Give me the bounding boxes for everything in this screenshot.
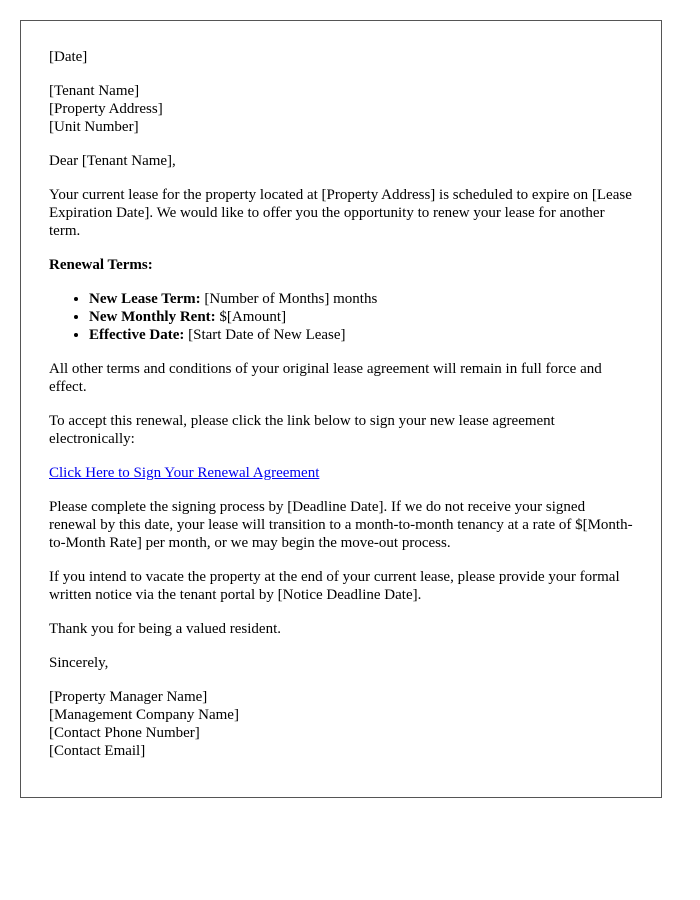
- renewal-terms-list: [49, 290, 633, 344]
- other-terms-paragraph: All other terms and conditions of your original lease agreement will remain in full force and effect.: [49, 361, 602, 395]
- signature-company-name: [Management Company Name]: [49, 707, 239, 723]
- vacate-paragraph: If you intend to vacate the property at the end of your current lease, please provide your formal written notice via the tenant portal by [Notice Deadline Date].: [49, 569, 620, 603]
- deadline-paragraph: Please complete the signing process by [Deadline Date]. If we do not receive your signed renewal by this date, your lease will transition to a month-to-month tenancy at a rate of $[Month-to-Month Rate] per month, or we may begin the move-out process.: [49, 499, 633, 551]
- term-item-effective-date: [89, 326, 633, 344]
- sign-renewal-link[interactable]: Click Here to Sign Your Renewal Agreement: [49, 465, 320, 481]
- recipient-block: [49, 82, 633, 136]
- signature-manager-name: [Property Manager Name]: [49, 689, 208, 705]
- term-value: [Number of Months] months: [200, 291, 378, 307]
- intro-paragraph: Your current lease for the property located at [Property Address] is scheduled to expire on [Lease Expiration Date]. We would like to offer you the opportunity to renew your lease for another term.: [49, 187, 632, 239]
- recipient-tenant-name: [Tenant Name]: [49, 83, 140, 99]
- recipient-property-address: [Property Address]: [49, 101, 163, 117]
- term-label: New Monthly Rent:: [89, 309, 216, 325]
- closing: Sincerely,: [49, 655, 109, 671]
- signature-block: [49, 688, 633, 760]
- term-value: [Start Date of New Lease]: [184, 327, 346, 343]
- sign-link-paragraph: [49, 464, 633, 482]
- accept-instructions-paragraph: To accept this renewal, please click the link below to sign your new lease agreement electronically:: [49, 413, 555, 447]
- signature-phone: [Contact Phone Number]: [49, 725, 200, 741]
- signature-email: [Contact Email]: [49, 743, 146, 759]
- letter-container: [20, 20, 662, 798]
- term-label: New Lease Term:: [89, 291, 201, 307]
- term-value: $[Amount]: [215, 309, 287, 325]
- letter-date: [Date]: [49, 49, 88, 65]
- salutation: Dear [Tenant Name],: [49, 153, 176, 169]
- thanks-paragraph: Thank you for being a valued resident.: [49, 621, 282, 637]
- term-item-monthly-rent: [89, 308, 633, 326]
- recipient-unit-number: [Unit Number]: [49, 119, 139, 135]
- term-item-lease-term: [89, 290, 633, 308]
- renewal-terms-heading: Renewal Terms:: [49, 257, 153, 273]
- term-label: Effective Date:: [89, 327, 185, 343]
